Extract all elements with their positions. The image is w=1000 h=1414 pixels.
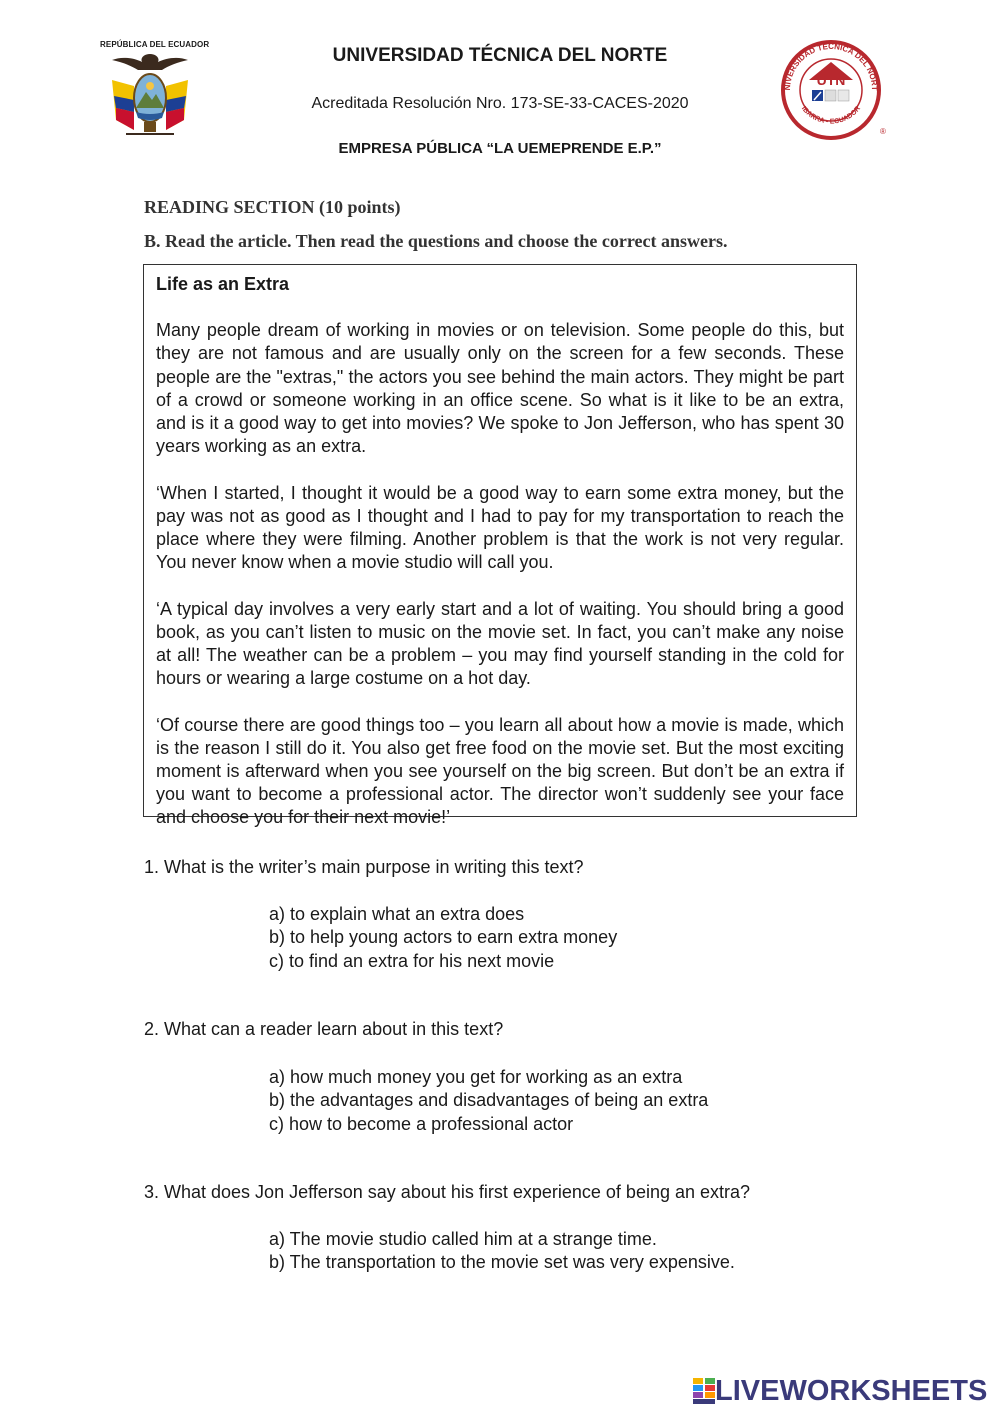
question-1: 1. What is the writer’s main purpose in writing this text? xyxy=(144,857,584,877)
ecuador-coat-of-arms-icon xyxy=(104,50,196,140)
liveworksheets-brand: LIVEWORKSHEETS xyxy=(715,1374,988,1407)
accreditation-text: Acreditada Resolución Nro. 173-SE-33-CACES-2020 xyxy=(311,95,689,112)
article-paragraph: ‘Of course there are good things too – you learn all about how a movie is made, which is the reason I still do it. You also get free food on the movie set. But the most exciting moment is afterward when you see yourself on the big screen. But don’t be an extra if you want to become a professional actor. The director won’t suddenly see your face and choose you for their next movie!’ xyxy=(156,714,844,828)
republic-caption: REPÚBLICA DEL ECUADOR xyxy=(100,40,210,49)
question-3-options xyxy=(269,1228,735,1275)
article-title: Life as an Extra xyxy=(156,274,290,294)
question-3: 3. What does Jon Jefferson say about his first experience of being an extra? xyxy=(144,1182,751,1202)
utn-monogram: UTN xyxy=(816,72,846,88)
answer-option[interactable]: b) the advantages and disadvantages of being an extra xyxy=(269,1090,709,1111)
question-2-options xyxy=(269,1066,708,1136)
section-instruction: B. Read the article. Then read the questions and choose the correct answers. xyxy=(144,231,728,251)
question-2: 2. What can a reader learn about in this text? xyxy=(144,1019,504,1039)
article-paragraph: ‘A typical day involves a very early start and a lot of waiting. You should bring a good book, as you can’t listen to music on the movie set. In fact, you can’t make any noise at all! The weather can be a problem – you may find yourself standing in the cold for hours or wearing a large costume on a hot day. xyxy=(156,598,844,689)
article-paragraph: Many people dream of working in movies or on television. Some people do this, but they are not famous and are usually only on the screen for a few seconds. These people are the "extras," the actors you see behind the main actors. They might be part of a crowd or someone working in an office scene. So what is it like to be an extra, and is it a good way to get into movies? We spoke to Jon Jefferson, who has spent 30 years working as an extra. xyxy=(156,320,844,457)
answer-option[interactable]: a) how much money you get for working as an extra xyxy=(269,1067,683,1087)
utn-arc-top-text: NIVERSIDAD TÉCNICA DEL NORT xyxy=(782,42,880,92)
section-title: READING SECTION (10 points) xyxy=(144,197,401,217)
answer-option[interactable]: b) The transportation to the movie set was very expensive. xyxy=(269,1252,735,1273)
answer-option[interactable]: c) how to become a professional actor xyxy=(269,1113,574,1134)
question-1-options xyxy=(269,903,617,973)
answer-option[interactable]: a) to explain what an extra does xyxy=(269,904,525,924)
answer-option[interactable]: c) to find an extra for his next movie xyxy=(269,950,555,971)
article-paragraph: ‘When I started, I thought it would be a good way to earn some extra money, but the pay was not as good as I thought and I had to pay for my transportation to reach the place where they were filming. Another problem is that the work is not very regular. You never know when a movie studio will call you. xyxy=(156,482,844,573)
article-box xyxy=(143,264,857,828)
university-title: UNIVERSIDAD TÉCNICA DEL NORTE xyxy=(332,45,668,66)
utn-arc-bottom-text: IBARRA - ECUADOR xyxy=(799,105,863,126)
company-name: EMPRESA PÚBLICA “LA UEMEPRENDE E.P.” xyxy=(338,140,662,157)
utn-logo xyxy=(776,40,886,140)
liveworksheets-grid-icon xyxy=(693,1378,715,1404)
answer-option[interactable]: b) to help young actors to earn extra money xyxy=(269,927,618,948)
registered-mark: ® xyxy=(880,127,886,136)
liveworksheets-logo xyxy=(693,1374,987,1408)
answer-option[interactable]: a) The movie studio called him at a strange time. xyxy=(269,1229,657,1249)
